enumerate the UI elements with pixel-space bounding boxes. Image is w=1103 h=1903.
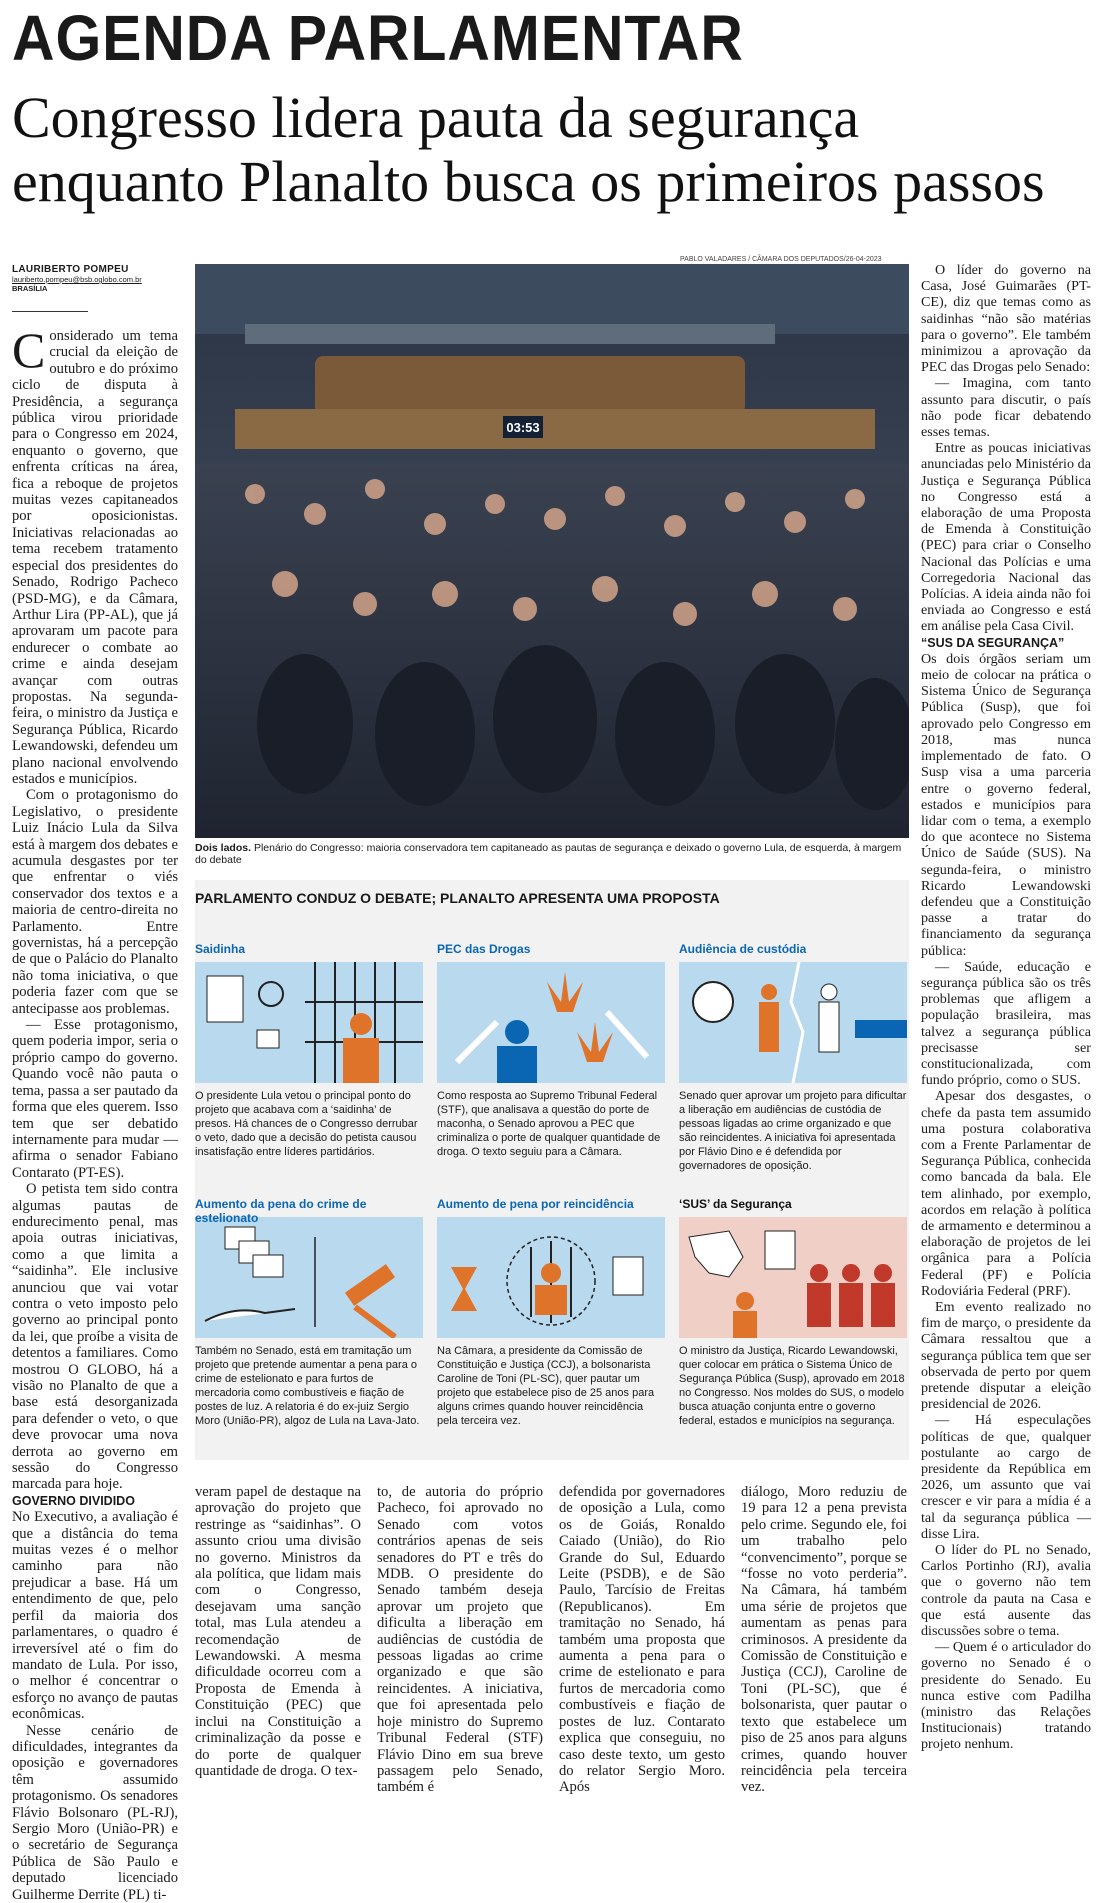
paragraph: defendida por governadores de oposição a Lula, como os de Goiás, Ronaldo Caiado (União), do Rio Grande do Sul, Eduardo Leite (PSDB), e de São Paulo, Tarcísio de Freitas (Republicanos). Em tramitação no Senado, há também uma proposta que aumenta a pena para o crime de estelionato e para furtos de mercadoria como combustíveis e fiação de postes de luz. Contarato explica que conseguiu, no caso deste texto, um gesto do relator Sergio Moro. Após (559, 1484, 725, 1796)
article-column-2 (195, 1484, 361, 1779)
plenary-photo (195, 264, 909, 838)
panel-title: Audiência de custódia (679, 942, 807, 956)
paragraph: — Quem é o articulador do governo no Senado é o presidente do Senado. Eu nunca estive com Padilha (ministro das Relações Institucionais) tratando projeto nenhum. (921, 1639, 1091, 1753)
paragraph: O líder do governo na Casa, José Guimarães (PT-CE), diz que temas como as saidinhas “não são matérias para o governo”. Ele também minimizou a aprovação da PEC das Drogas pelo Senado: (921, 262, 1091, 376)
caption-text: Plenário do Congresso: maioria conservadora tem capitaneado as pautas de segurança e deixado o governo Lula, de esquerda, à margem do debate (195, 842, 902, 866)
paragraph: veram papel de destaque na aprovação do projeto que restringe as “saidinhas”. O assunto criou uma divisão no governo. Ministros da ala política, que lidam mais com o Congresso, desejavam uma sanção total, mas Lula atendeu a recomendação de Lewandowski. A mesma dificuldade ocorreu com a Proposta de Emenda à Constituição (PEC) que inclui na Constituição a criminalização da posse e do porte de qualquer quantidade de droga. O tex- (195, 1484, 361, 1779)
article-column-3 (377, 1484, 543, 1796)
panel-saidinha (195, 942, 423, 1159)
custody-hearing-icon (679, 962, 907, 1083)
paragraph: Entre as poucas iniciativas anunciadas pelo Ministério da Justiça e Segurança Pública no Congresso está a elaboração de uma Proposta de Emenda à Constituição (PEC) para criar o Conselho Nacional das Polícias e uma Corregedoria Nacional das Polícias. A ideia ainda não foi enviada ao Congresso e está em análise pela Casa Civil. (921, 440, 1091, 635)
paragraph: — Imagina, com tanto assunto para discutir, o país não pode ficar debatendo esses temas. (921, 375, 1091, 441)
article-column-right (921, 262, 1091, 1762)
panel-title: Aumento de pena por reincidência (437, 1197, 634, 1211)
photo-credit: PABLO VALADARES / CÂMARA DOS DEPUTADOS/26-04-2023 (680, 256, 882, 263)
caption-lead: Dois lados. (195, 842, 252, 854)
headline-line-2: enquanto Planalto busca os primeiros passos (12, 149, 1045, 214)
panel-title: Aumento da pena do crime de (195, 1197, 367, 1211)
panel-reincidencia (437, 1197, 665, 1428)
author-name: LAURIBERTO POMPEU (12, 264, 129, 275)
paragraph: Nesse cenário de dificuldades, integrantes da oposição e governadores têm assumido protagonismo. Os senadores Flávio Bolsonaro (PL-RJ), Sergio Moro (União-PR) e o secretário de Segurança Pública de São Paulo e deputado licenciado Guilherme Derrite (PL) ti- (12, 1722, 178, 1903)
paragraph: Apesar dos desgastes, o chefe da pasta tem assumido uma postura colaborativa com a Frente Parlamentar de Segurança Pública, conhecida como bancada da bala. Ele tem alinhado, por exemplo, acordos em relação à política de armamento e determinou a elaboração de projetos de lei orgânica para a Polícia Federal (PF) e Polícia Rodoviária Federal (PRF). (921, 1088, 1091, 1299)
author-email[interactable]: lauriberto.pompeu@bsb.oglobo.com.br (12, 275, 142, 284)
photo-caption (195, 842, 909, 866)
paragraph: — Esse protagonismo, quem poderia impor, seria o próprio campo do governo. Quando você não pauta o tema, passa a ser pautado da forma que eles querem. Isso tem que ser debatido internamente para mudar — afirma o senador Fabiano Contarato (PT-ES). (12, 1017, 178, 1181)
panel-text: O ministro da Justiça, Ricardo Lewandowski, quer colocar em prática o Sistema Único de Segurança Pública (Susp), aprovado em 2018 no Congresso. Nos moldes do SUS, o modelo busca atuação conjunta entre o governo federal, estados e municípios na segurança. (679, 1345, 905, 1427)
prison-bars-icon (195, 962, 423, 1083)
paragraph: diálogo, Moro reduziu de 19 para 12 a pena prevista pelo crime. Segundo ele, foi um trabalho pelo “convencimento”, porque se “fosse no voto perderia”. Na Câmara, há também uma série de projetos que aumentam as penas para criminosos. A presidente da Comissão de Constituição e Justiça (CCJ), Caroline de Toni (PL-SC), que é bolsonarista, quer pautar o texto que estabelece um piso de 25 anos para alguns crimes, quando houver reincidência pela terceira vez. (741, 1484, 907, 1796)
dateline-city: BRASÍLIA (12, 284, 48, 293)
section-title: AGENDA PARLAMENTAR (12, 2, 744, 74)
panel-text: O presidente Lula vetou o principal ponto do projeto que acabava com a ‘saidinha’ de presos. Há chances de o Congresso derrubar o veto, dado que a decisão do petista causou insatisfação entre líderes partidários. (195, 1090, 418, 1158)
plenary-clock: 03:53 (506, 420, 540, 435)
paragraph: onsiderado um tema crucial da eleição de outubro e do próximo ciclo de disputa à Presidência, a segurança pública virou prioridade para o Congresso em 2024, enquanto o governo, que enfrenta críticas na área, fica a reboque de projetos muitas vezes capitaneados por oposicionistas. Iniciativas relacionadas ao tema recebem tratamento especial dos presidentes do Senado, Rodrigo Pacheco (PSD-MG), e da Câmara, Arthur Lira (PP-AL), que já aprovaram um pacote para endurecer o combate ao crime e ainda desejam avançar com outras propostas. Na segunda-feira, o ministro da Justiça e Segurança Pública, Ricardo Lewandowski, defendeu um plano nacional envolvendo estados e municípios. (12, 328, 178, 787)
paragraph: — Saúde, educação e segurança pública são os três problemas que afligem a população brasileira, mas talvez a segurança pública precisasse ser constitucionalizada, com fundo próprio, como o SUS. (921, 958, 1091, 1089)
panel-text: Na Câmara, a presidente da Comissão de Constituição e Justiça (CCJ), a bolsonarista Caroline de Toni (PL-SC), quer pautar um projeto que estabelece piso de 25 anos para alguns crimes quando houver reincidência pela terceira vez. (437, 1345, 655, 1427)
paragraph: Em evento realizado no fim de março, o presidente da Câmara ressaltou que a segurança pública tem que ser observada de perto por quem pretende disputar a eleição presidencial de 2026. (921, 1299, 1091, 1413)
subhead: GOVERNO DIVIDIDO (12, 1493, 135, 1508)
paragraph: O líder do PL no Senado, Carlos Portinho (RJ), avalia que o governo não tem controle da pauta na Casa e que está ausente das discussões sobre o tema. (921, 1542, 1091, 1640)
plenary-illustration (195, 264, 909, 838)
infographic-title: PARLAMENTO CONDUZ O DEBATE; PLANALTO APRESENTA UMA PROPOSTA (195, 890, 720, 906)
cannabis-leaf-icon (437, 962, 665, 1083)
paragraph: Com o protagonismo do Legislativo, o presidente Luiz Inácio Lula da Silva está à margem dos debates e acumula desgastes por ter que enfrentar o viés conservador dos textos e a maioria de centro-direita no Parlamento. Entre governistas, há a percepção de que o Palácio do Planalto não toma iniciativa, o que poderia fazer com que se antecipasse aos problemas. (12, 787, 178, 1017)
panel-sus-seguranca (679, 1197, 907, 1428)
byline (12, 264, 148, 312)
panel-title: PEC das Drogas (437, 942, 531, 956)
hourglass-icon (437, 1217, 665, 1338)
paragraph: O petista tem sido contra algumas pautas de endurecimento penal, mas apoia outras iniciativas, como a que limita a “saidinha”. Ele inclusive anunciou que vai votar contra o veto imposto pelo governo ao principal ponto da lei, que proíbe a visita de detentos a familiares. Como mostrou O GLOBO, há a visão no Planalto de que a base está desorganizada para defender o veto, o que deve provocar uma nova derrota ao governo em sessão do Congresso marcada para hoje. (12, 1181, 178, 1493)
panel-text: Senado quer aprovar um projeto para dificultar a liberação em audiências de custódia de pessoas ligadas ao crime organizado e que são reincidentes. A iniciativa foi apresentada por Flávio Dino e é defendida por governadores de oposição. (679, 1090, 907, 1172)
headline (12, 86, 1045, 214)
paragraph: — Há especulações políticas de que, qualquer postulante ao cargo de presidente da República em 2026, um assunto que vai crescer e vir para a mídia é a tal da segurança pública — disse Lira. (921, 1412, 1091, 1542)
paragraph: to, de autoria do próprio Pacheco, foi aprovado no Senado com votos contrários apenas de seis senadores do PT e três do MDB. O presidente do Senado também deseja aprovar um projeto que dificulta a liberação em audiências de custódia de pessoas ligadas ao crime organizado e que são reincidentes. A iniciativa, que foi apresentada pelo hoje ministro do Supremo Tribunal Federal (STF) Flávio Dino em sua breve passagem pelo Senado, também é (377, 1484, 543, 1796)
panel-audiencia-custodia (679, 942, 907, 1173)
headline-line-1: Congresso lidera pauta da segurança (12, 85, 860, 150)
panel-pec-drogas (437, 942, 665, 1159)
gavel-icon (195, 1217, 423, 1338)
panel-text: Também no Senado, está em tramitação um projeto que pretende aumentar a pena para o crime de estelionato e para furtos de mercadoria como combustíveis e fiação de postes de luz. A relatoria é do ex-juiz Sergio Moro (União-PR), algoz de Lula na Lava-Jato. (195, 1345, 420, 1427)
police-officers-icon (679, 1217, 907, 1338)
byline-rule (12, 311, 88, 312)
panel-title: ‘SUS’ da Segurança (679, 1197, 792, 1211)
dropcap: C (12, 322, 46, 378)
panel-title: Saidinha (195, 942, 246, 956)
paragraph: No Executivo, a avaliação é que a distância do tema muitas vezes é o melhor caminho para não prejudicar a base. Há um entendimento de que, pelo perfil da maioria dos parlamentares, o quadro é irreversível até o fim do mandato de Lula. Por isso, o melhor é concentrar o esforço no avanço de pautas econômicas. (12, 1509, 178, 1723)
panel-text: Como resposta ao Supremo Tribunal Federal (STF), que analisava a questão do porte de maconha, o Senado aprovou a PEC que criminaliza o porte de qualquer quantidade de droga. O texto seguiu para a Câmara. (437, 1090, 661, 1158)
article-column-1 (12, 322, 178, 1903)
subhead: “SUS DA SEGURANÇA” (921, 635, 1065, 650)
paragraph: Os dois órgãos seriam um meio de colocar na prática o Sistema Único de Segurança Pública (Susp), que foi aprovado pelo Congresso em 2018, mas nunca implementado de fato. O Susp visa a uma parceria entre o governo federal, estados e municípios para lidar com o tema, a exemplo do que acontece no Sistema Único de Saúde (SUS). Na segunda-feira, o ministro Ricardo Lewandowski defendeu que a Constituição passe a tratar do financiamento da segurança pública: (921, 650, 1091, 959)
article-column-5 (741, 1484, 907, 1796)
panel-estelionato (195, 1197, 423, 1428)
article-column-4 (559, 1484, 725, 1796)
